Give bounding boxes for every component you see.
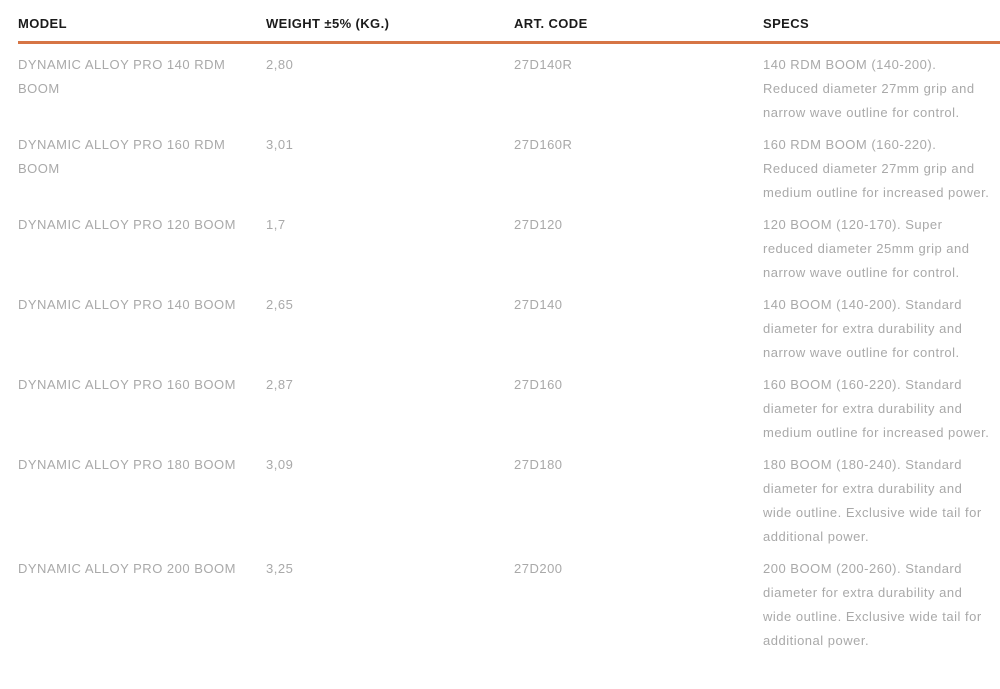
model-cell: DYNAMIC ALLOY PRO 160 RDM BOOM <box>18 137 226 176</box>
model-cell: DYNAMIC ALLOY PRO 120 BOOM <box>18 217 236 232</box>
specs-cell: 160 RDM BOOM (160-220). Reduced diameter 27mm grip and medium outline for increased power. <box>763 137 990 200</box>
table-header-row <box>18 0 1000 44</box>
column-header-weight: WEIGHT ±5% (KG.) <box>266 16 390 31</box>
model-cell: DYNAMIC ALLOY PRO 180 BOOM <box>18 457 236 472</box>
model-cell: DYNAMIC ALLOY PRO 160 BOOM <box>18 377 236 392</box>
table-row <box>18 449 1000 553</box>
table-body <box>18 44 1000 657</box>
art-code-cell: 27D180 <box>514 457 563 472</box>
model-cell: DYNAMIC ALLOY PRO 140 RDM BOOM <box>18 57 226 96</box>
weight-cell: 3,09 <box>266 457 294 472</box>
art-code-cell: 27D120 <box>514 217 563 232</box>
art-code-cell: 27D160R <box>514 137 573 152</box>
weight-cell: 2,65 <box>266 297 294 312</box>
art-code-cell: 27D160 <box>514 377 563 392</box>
weight-cell: 1,7 <box>266 217 286 232</box>
table-row <box>18 289 1000 369</box>
weight-cell: 2,80 <box>266 57 294 72</box>
table-row <box>18 209 1000 289</box>
model-cell: DYNAMIC ALLOY PRO 140 BOOM <box>18 297 236 312</box>
specs-cell: 200 BOOM (200-260). Standard diameter for extra durability and wide outline. Exclusive wide tail for additional power. <box>763 561 982 648</box>
specs-cell: 160 BOOM (160-220). Standard diameter for extra durability and medium outline for increased power. <box>763 377 990 440</box>
weight-cell: 3,01 <box>266 137 294 152</box>
table-row <box>18 49 1000 129</box>
weight-cell: 2,87 <box>266 377 294 392</box>
specs-cell: 180 BOOM (180-240). Standard diameter for extra durability and wide outline. Exclusive wide tail for additional power. <box>763 457 982 544</box>
table-row <box>18 129 1000 209</box>
weight-cell: 3,25 <box>266 561 294 576</box>
model-cell: DYNAMIC ALLOY PRO 200 BOOM <box>18 561 236 576</box>
column-header-specs: SPECS <box>763 16 810 31</box>
specs-cell: 140 RDM BOOM (140-200). Reduced diameter 27mm grip and narrow wave outline for control. <box>763 57 975 120</box>
art-code-cell: 27D140R <box>514 57 573 72</box>
column-header-art-code: ART. CODE <box>514 16 588 31</box>
art-code-cell: 27D140 <box>514 297 563 312</box>
table-row <box>18 369 1000 449</box>
specs-cell: 120 BOOM (120-170). Super reduced diameter 25mm grip and narrow wave outline for control. <box>763 217 970 280</box>
specs-cell: 140 BOOM (140-200). Standard diameter for extra durability and narrow wave outline for control. <box>763 297 963 360</box>
table-row <box>18 553 1000 657</box>
art-code-cell: 27D200 <box>514 561 563 576</box>
column-header-model: MODEL <box>18 16 67 31</box>
